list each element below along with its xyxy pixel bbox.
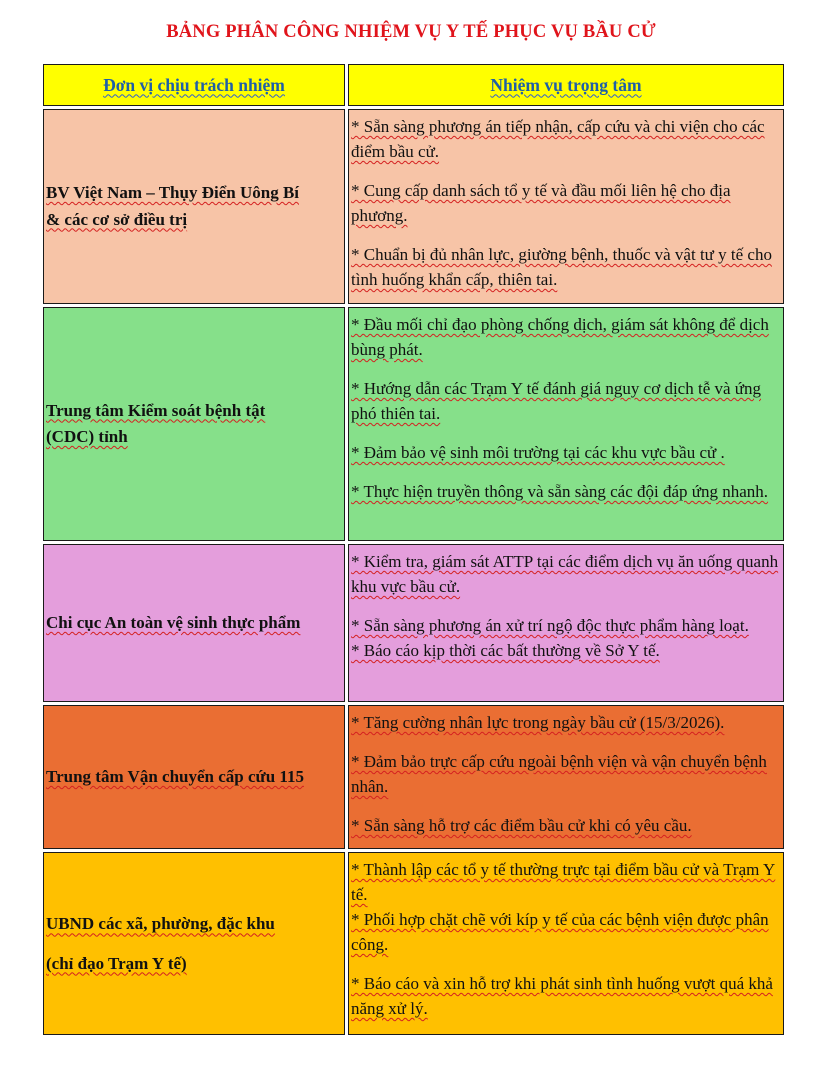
- row-5-unit-line-1: UBND các xã, phường, đặc khu: [46, 914, 275, 934]
- header-unit: [43, 64, 345, 106]
- row-4-task-2: * Đảm bảo trực cấp cứu ngoài bệnh viện và vận chuyển bệnh nhân.: [351, 752, 767, 796]
- row-2-tasks: [348, 307, 784, 541]
- row-3-unit-line-1: Chi cục An toàn vệ sinh thực phẩm: [46, 612, 301, 632]
- row-4-unit: [43, 705, 345, 849]
- row-1-unit-line-2: & các cơ sở điều trị: [46, 209, 188, 229]
- row-4-task-1: * Tăng cường nhân lực trong ngày bầu cử (15/3/2026).: [351, 713, 725, 732]
- row-1-unit-line-1: BV Việt Nam – Thụy Điển Uông Bí: [46, 183, 299, 203]
- header-task-label: Nhiệm vụ trọng tâm: [490, 74, 642, 95]
- row-4-unit-line-1: Trung tâm Vận chuyển cấp cứu 115: [46, 766, 304, 786]
- row-2-task-1: * Đầu mối chỉ đạo phòng chống dịch, giám sát không để dịch bùng phát.: [351, 315, 769, 359]
- row-1-task-2: * Cung cấp danh sách tổ y tế và đầu mối liên hệ cho địa phương.: [351, 181, 731, 225]
- row-2-task-3: * Đảm bảo vệ sinh môi trường tại các khu vực bầu cử .: [351, 443, 725, 462]
- row-3-tasks: [348, 544, 784, 702]
- row-2-unit: [43, 307, 345, 541]
- row-2-unit-line-1: Trung tâm Kiểm soát bệnh tật: [46, 400, 266, 420]
- row-1-task-3: * Chuẩn bị đủ nhân lực, giường bệnh, thuốc và vật tư y tế cho tình huống khẩn cấp, thiên tai.: [351, 245, 772, 289]
- row-1-task-1: * Sẵn sàng phương án tiếp nhận, cấp cứu và chi viện cho các điểm bầu cử.: [351, 117, 765, 161]
- row-3-task-2: * Sẵn sàng phương án xử trí ngộ độc thực phẩm hàng loạt.: [351, 616, 749, 635]
- row-3-task-1: * Kiểm tra, giám sát ATTP tại các điểm dịch vụ ăn uống quanh khu vực bầu cử.: [351, 552, 779, 596]
- row-5-tasks: [348, 852, 784, 1035]
- row-2-task-2: * Hướng dẫn các Trạm Y tế đánh giá nguy cơ dịch tễ và ứng phó thiên tai.: [351, 379, 762, 423]
- row-2-task-4: * Thực hiện truyền thông và sẵn sàng các đội đáp ứng nhanh.: [351, 482, 769, 501]
- row-5-task-3: * Báo cáo và xin hỗ trợ khi phát sinh tình huống vượt quá khả năng xử lý.: [351, 974, 773, 1018]
- row-3-task-3: * Báo cáo kịp thời các bất thường về Sở Y tế.: [351, 641, 660, 660]
- row-5-unit-line-2: (chỉ đạo Trạm Y tế): [46, 953, 187, 973]
- header-task: [348, 64, 784, 106]
- page-title: BẢNG PHÂN CÔNG NHIỆM VỤ Y TẾ PHỤC VỤ BẦU CỬ: [166, 22, 656, 42]
- row-4-task-3: * Sẵn sàng hỗ trợ các điểm bầu cử khi có yêu cầu.: [351, 816, 692, 835]
- row-5-unit: [43, 852, 345, 1035]
- row-5-task-1: * Thành lập các tổ y tế thường trực tại điểm bầu cử và Trạm Y tế.: [351, 860, 776, 904]
- header-unit-label: Đơn vị chịu trách nhiệm: [103, 74, 285, 95]
- row-3-unit: [43, 544, 345, 702]
- row-5-task-2: * Phối hợp chặt chẽ với kíp y tế của các bệnh viện được phân công.: [351, 910, 769, 954]
- row-2-unit-line-2: (CDC) tỉnh: [46, 427, 128, 446]
- row-1-tasks: [348, 109, 784, 304]
- row-1-unit: [43, 109, 345, 304]
- row-4-tasks: [348, 705, 784, 849]
